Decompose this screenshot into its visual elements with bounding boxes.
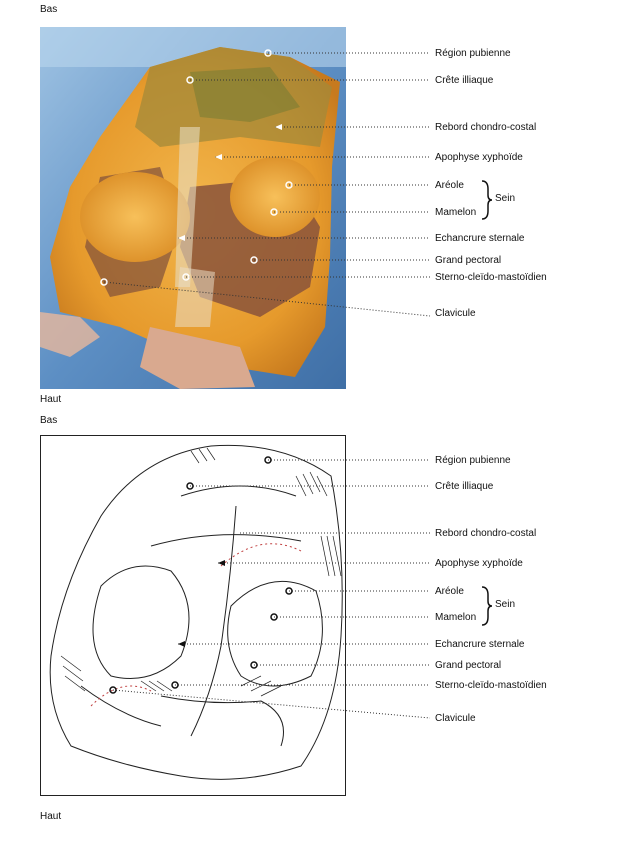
label-clavicle-2: Clavicule [435, 713, 476, 724]
label-clavicle: Clavicule [435, 308, 476, 319]
label-sternocleidomastoid: Sterno-cleïdo-mastoïdien [435, 272, 547, 283]
label-breast-group-2: Sein [495, 599, 516, 610]
photo-markers [101, 50, 292, 285]
label-sternal-notch: Echancrure sternale [435, 233, 525, 244]
label-nipple-2: Mamelon [435, 612, 477, 623]
label-iliac-crest-2: Crête illiaque [435, 481, 494, 492]
label-pectoralis-major-2: Grand pectoral [435, 660, 502, 671]
label-pubic-region: Région pubienne [435, 48, 511, 59]
label-sternocleidomastoid-2: Sterno-cleïdo-mastoïdien [435, 680, 547, 691]
orientation-top-label-2: Bas [40, 415, 58, 426]
label-breast-group: Sein [495, 193, 516, 204]
label-costal-margin: Rebord chondro-costal [435, 122, 537, 133]
label-pectoralis-major: Grand pectoral [435, 255, 502, 266]
label-costal-margin-2: Rebord chondro-costal [435, 528, 537, 539]
label-nipple: Mamelon [435, 207, 477, 218]
label-pubic-region-2: Région pubienne [435, 455, 511, 466]
orientation-bottom-label: Haut [40, 394, 62, 405]
label-xiphoid-process-2: Apophyse xyphoïde [435, 558, 523, 569]
photo-arrowheads [178, 124, 282, 241]
sketch-markers [110, 457, 292, 693]
label-sternal-notch-2: Echancrure sternale [435, 639, 525, 650]
sketch-arrowheads [178, 560, 225, 647]
breast-brace-top [482, 181, 492, 219]
label-iliac-crest: Crête illiaque [435, 75, 494, 86]
orientation-top-label: Bas [40, 4, 58, 15]
label-xiphoid-process: Apophyse xyphoïde [435, 152, 523, 163]
orientation-bottom-label-2: Haut [40, 811, 62, 822]
breast-brace-bottom [482, 587, 492, 625]
label-areola-2: Aréole [435, 586, 464, 597]
label-areola: Aréole [435, 180, 464, 191]
